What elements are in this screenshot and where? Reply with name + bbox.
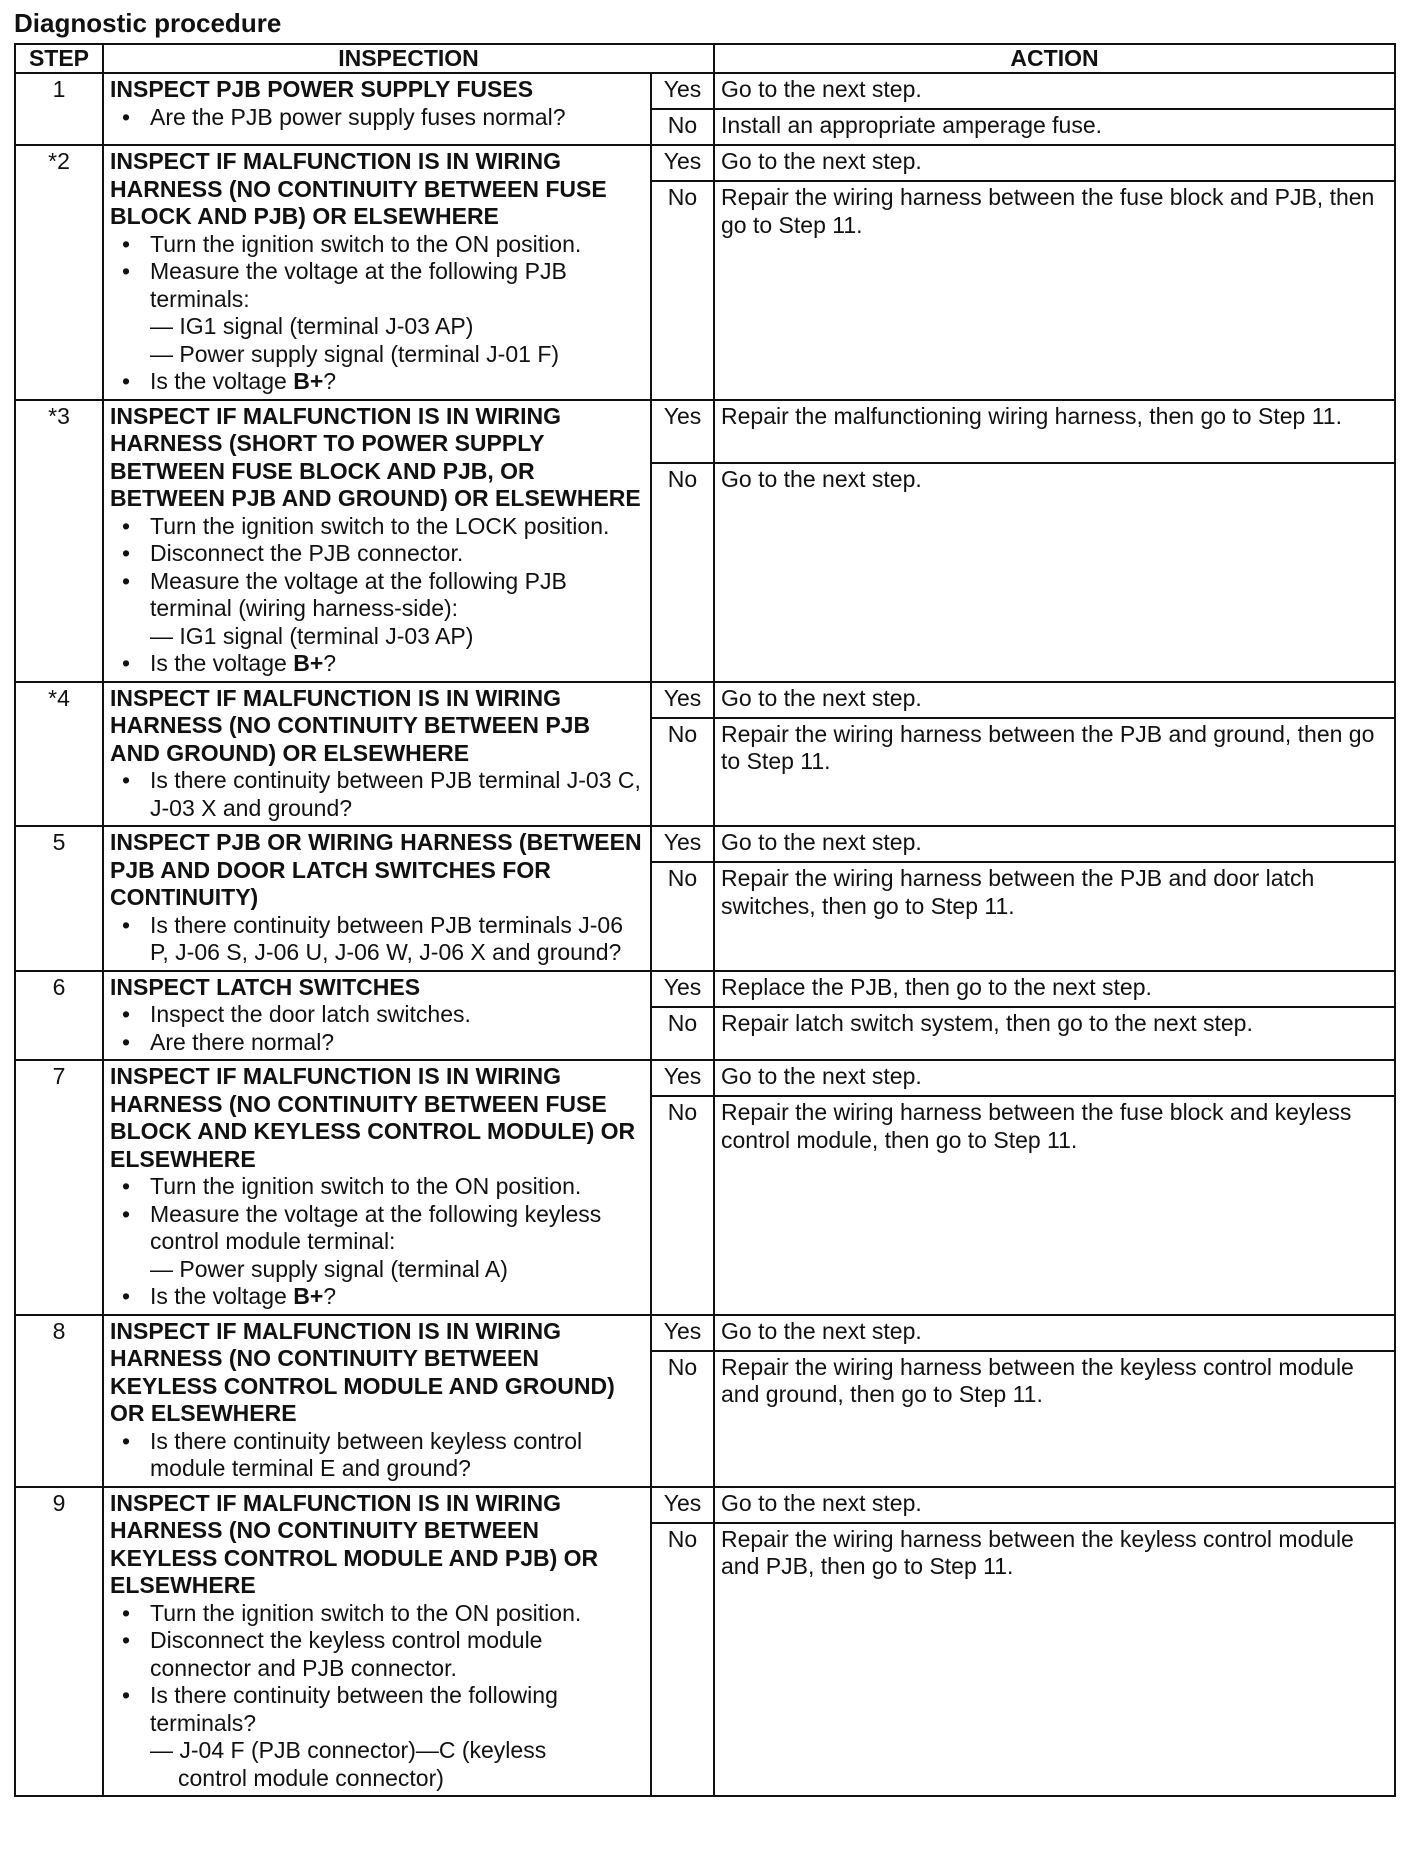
no-label: No xyxy=(651,109,714,145)
no-action: Repair the wiring harness between the PJB and door latch switches, then go to Step 11. xyxy=(714,862,1395,971)
inspection-item: • Measure the voltage at the following PJB terminal (wiring harness-side): xyxy=(110,568,644,623)
step-number: 5 xyxy=(15,826,103,971)
no-action: Repair the wiring harness between the PJB and ground, then go to Step 11. xyxy=(714,718,1395,827)
inspection-cell xyxy=(103,73,651,145)
no-action: Repair the wiring harness between the keyless control module and PJB, then go to Step 11. xyxy=(714,1523,1395,1797)
inspection-item: • Are the PJB power supply fuses normal? xyxy=(110,104,644,132)
no-action: Install an appropriate amperage fuse. xyxy=(714,109,1395,145)
inspection-item: • Turn the ignition switch to the ON position. xyxy=(110,1173,644,1201)
step-number: *4 xyxy=(15,682,103,827)
table-row xyxy=(15,1487,1395,1523)
inspection-item: • Is there continuity between PJB terminals J-06 P, J-06 S, J-06 U, J-06 W, J-06 X and ground? xyxy=(110,912,644,967)
no-action: Repair the wiring harness between the keyless control module and ground, then go to Step 11. xyxy=(714,1351,1395,1487)
no-label: No xyxy=(651,862,714,971)
yes-label: Yes xyxy=(651,826,714,862)
question-mark: ? xyxy=(323,650,337,676)
step-number: 7 xyxy=(15,1060,103,1315)
step-number: *3 xyxy=(15,400,103,682)
step-number: *2 xyxy=(15,145,103,400)
inspection-cell xyxy=(103,971,651,1061)
question-mark: ? xyxy=(323,1283,337,1309)
no-label: No xyxy=(651,181,714,400)
inspection-cell xyxy=(103,1487,651,1797)
inspection-item: • Turn the ignition switch to the ON position. xyxy=(110,1600,644,1628)
no-label: No xyxy=(651,1007,714,1061)
table-row xyxy=(15,826,1395,862)
inspection-cell xyxy=(103,826,651,971)
table-row xyxy=(15,145,1395,181)
inspection-subitem: — Power supply signal (terminal A) xyxy=(150,1255,508,1282)
inspection-item: • Inspect the door latch switches. xyxy=(110,1001,644,1029)
inspection-title: INSPECT IF MALFUNCTION IS IN WIRING HARNESS (NO CONTINUITY BETWEEN KEYLESS CONTROL MODULE AND PJB) OR ELSEWHERE xyxy=(110,1489,599,1598)
inspection-title: INSPECT IF MALFUNCTION IS IN WIRING HARNESS (NO CONTINUITY BETWEEN FUSE BLOCK AND PJB) OR ELSEWHERE xyxy=(110,148,607,229)
diagnostic-table xyxy=(14,43,1396,1797)
header-inspection: INSPECTION xyxy=(103,44,714,73)
step-number: 6 xyxy=(15,971,103,1061)
inspection-subitem: — J-04 F (PJB connector)—C (keyless xyxy=(150,1737,547,1763)
inspection-title: INSPECT IF MALFUNCTION IS IN WIRING HARNESS (NO CONTINUITY BETWEEN KEYLESS CONTROL MODULE AND GROUND) OR ELSEWHERE xyxy=(110,1317,615,1426)
inspection-item: • Measure the voltage at the following PJB terminals: xyxy=(110,258,644,313)
inspection-subitem: control module connector) xyxy=(178,1764,444,1791)
inspection-title: INSPECT PJB OR WIRING HARNESS (BETWEEN PJB AND DOOR LATCH SWITCHES FOR CONTINUITY) xyxy=(110,829,642,910)
header-step: STEP xyxy=(15,44,103,73)
voltage-value: B+ xyxy=(293,1283,324,1309)
page-title: Diagnostic procedure xyxy=(14,8,282,38)
question-mark: ? xyxy=(323,368,337,394)
no-label: No xyxy=(651,463,714,682)
table-row xyxy=(15,400,1395,463)
no-label: No xyxy=(651,1096,714,1315)
step-number: 1 xyxy=(15,73,103,145)
yes-action: Go to the next step. xyxy=(714,826,1395,862)
inspection-title: INSPECT LATCH SWITCHES xyxy=(110,973,421,1000)
yes-label: Yes xyxy=(651,971,714,1007)
inspection-item xyxy=(110,368,644,396)
yes-action: Replace the PJB, then go to the next step. xyxy=(714,971,1395,1007)
inspection-cell xyxy=(103,1060,651,1315)
yes-label: Yes xyxy=(651,400,714,463)
inspection-cell xyxy=(103,682,651,827)
inspection-cell xyxy=(103,400,651,682)
yes-action: Go to the next step. xyxy=(714,73,1395,109)
inspection-item: • Are there normal? xyxy=(110,1029,644,1057)
inspection-subitem: — IG1 signal (terminal J-03 AP) xyxy=(150,622,474,649)
no-action: Repair the wiring harness between the fuse block and PJB, then go to Step 11. xyxy=(714,181,1395,400)
inspection-item: • Turn the ignition switch to the ON position. xyxy=(110,231,644,259)
no-label: No xyxy=(651,718,714,827)
header-action: ACTION xyxy=(714,44,1395,73)
inspection-item: • Disconnect the PJB connector. xyxy=(110,540,644,568)
yes-action: Go to the next step. xyxy=(714,682,1395,718)
table-row xyxy=(15,971,1395,1007)
yes-action: Go to the next step. xyxy=(714,1315,1395,1351)
voltage-value: B+ xyxy=(293,650,324,676)
table-row xyxy=(15,1060,1395,1096)
no-action: Repair the wiring harness between the fuse block and keyless control module, then go to Step 11. xyxy=(714,1096,1395,1315)
inspection-item: • Is there continuity between PJB terminal J-03 C, J-03 X and ground? xyxy=(110,767,644,822)
yes-action: Repair the malfunctioning wiring harness, then go to Step 11. xyxy=(714,400,1395,463)
yes-label: Yes xyxy=(651,1487,714,1523)
table-row xyxy=(15,682,1395,718)
no-action: Repair latch switch system, then go to the next step. xyxy=(714,1007,1395,1061)
yes-label: Yes xyxy=(651,145,714,181)
inspection-item: • Is there continuity between keyless control module terminal E and ground? xyxy=(110,1428,644,1483)
inspection-item: • Measure the voltage at the following keyless control module terminal: xyxy=(110,1201,644,1256)
voltage-value: B+ xyxy=(293,368,324,394)
inspection-title: INSPECT IF MALFUNCTION IS IN WIRING HARNESS (NO CONTINUITY BETWEEN FUSE BLOCK AND KEYLESS CONTROL MODULE) OR ELSEWHERE xyxy=(110,1063,636,1172)
yes-action: Go to the next step. xyxy=(714,1060,1395,1096)
inspection-cell xyxy=(103,145,651,400)
yes-label: Yes xyxy=(651,682,714,718)
inspection-cell xyxy=(103,1315,651,1487)
inspection-item xyxy=(110,650,644,678)
header-row xyxy=(15,44,1395,73)
yes-action: Go to the next step. xyxy=(714,145,1395,181)
inspection-item: • Turn the ignition switch to the LOCK position. xyxy=(110,513,644,541)
inspection-item: • Disconnect the keyless control module connector and PJB connector. xyxy=(110,1627,644,1682)
yes-label: Yes xyxy=(651,1060,714,1096)
question-text: Is the voltage xyxy=(150,650,294,676)
yes-label: Yes xyxy=(651,73,714,109)
inspection-title: INSPECT IF MALFUNCTION IS IN WIRING HARNESS (NO CONTINUITY BETWEEN PJB AND GROUND) OR ELSEWHERE xyxy=(110,684,591,766)
inspection-title: INSPECT PJB POWER SUPPLY FUSES xyxy=(110,76,534,102)
no-label: No xyxy=(651,1351,714,1487)
question-text: Is the voltage xyxy=(150,368,294,394)
table-row xyxy=(15,73,1395,109)
step-number: 8 xyxy=(15,1315,103,1487)
yes-label: Yes xyxy=(651,1315,714,1351)
inspection-subitem: — Power supply signal (terminal J-01 F) xyxy=(150,340,560,367)
inspection-item: • Is there continuity between the following terminals? xyxy=(110,1682,644,1737)
inspection-subitem: — IG1 signal (terminal J-03 AP) xyxy=(150,313,474,339)
question-text: Is the voltage xyxy=(150,1283,294,1309)
no-action: Go to the next step. xyxy=(714,463,1395,682)
yes-action: Go to the next step. xyxy=(714,1487,1395,1523)
inspection-title: INSPECT IF MALFUNCTION IS IN WIRING HARNESS (SHORT TO POWER SUPPLY BETWEEN FUSE BLOCK AND PJB, OR BETWEEN PJB AND GROUND) OR ELSEWHERE xyxy=(110,402,641,511)
inspection-item xyxy=(110,1283,644,1311)
table-row xyxy=(15,1315,1395,1351)
step-number: 9 xyxy=(15,1487,103,1797)
no-label: No xyxy=(651,1523,714,1797)
